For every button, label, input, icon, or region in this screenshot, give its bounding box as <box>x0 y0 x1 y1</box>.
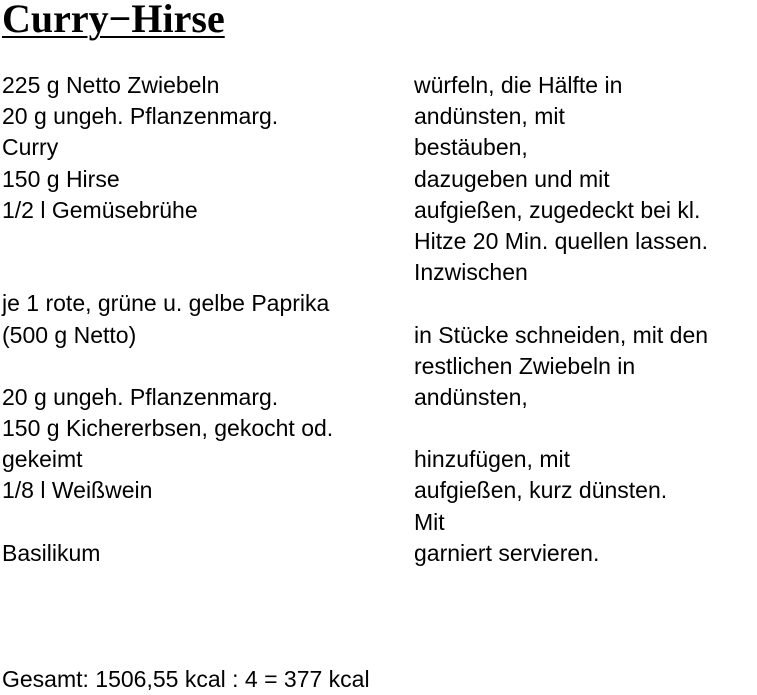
recipe-row <box>2 320 757 351</box>
ingredient-text: 150 g Hirse <box>2 165 120 192</box>
recipe-row <box>2 413 757 444</box>
ingredient-text: 225 g Netto Zwiebeln <box>2 72 220 98</box>
ingredient-text: 20 g ungeh. Pflanzenmarg. <box>2 383 279 410</box>
ingredient-text: 1/8 l Weißwein <box>2 477 153 504</box>
recipe-row <box>2 444 757 475</box>
recipe-row <box>2 507 757 538</box>
recipe-row <box>2 538 757 569</box>
ingredient-text: 20 g ungeh. Pflanzenmarg. <box>2 103 279 130</box>
ingredient-text: gekeimt <box>2 446 83 473</box>
recipe-row <box>2 382 757 413</box>
recipe-table <box>2 70 757 569</box>
step-text: in Stücke schneiden, mit den <box>414 321 709 348</box>
ingredient-text: Curry <box>2 134 59 161</box>
recipe-row <box>2 257 757 288</box>
ingredient-text: 1/2 l Gemüsebrühe <box>2 196 198 223</box>
ingredient-text: je 1 rote, grüne u. gelbe Paprika <box>2 290 330 317</box>
step-text: Mit <box>414 508 445 535</box>
calorie-total: Gesamt: 1506,55 kcal : 4 = 377 kcal <box>2 666 370 692</box>
ingredient-text: (500 g Netto) <box>2 321 137 348</box>
step-text: andünsten, mit <box>414 103 565 130</box>
recipe-row <box>2 226 757 257</box>
step-text: hinzufügen, mit <box>414 446 570 473</box>
recipe-row <box>2 351 757 382</box>
ingredient-text: 150 g Kichererbsen, gekocht od. <box>2 415 334 442</box>
step-text: Hitze 20 Min. quellen lassen. <box>414 227 709 254</box>
step-text: Inzwischen <box>414 259 528 286</box>
recipe-row <box>2 132 757 163</box>
recipe-row <box>2 164 757 195</box>
recipe-row <box>2 288 757 319</box>
step-text: andünsten, <box>414 383 528 410</box>
step-text: aufgießen, kurz dünsten. <box>414 477 668 504</box>
step-text: bestäuben, <box>414 134 528 161</box>
step-text: restlichen Zwiebeln in <box>414 352 636 379</box>
recipe-row <box>2 70 757 101</box>
step-text: dazugeben und mit <box>414 165 610 192</box>
ingredient-text: Basilikum <box>2 539 101 566</box>
recipe-title: Curry−Hirse <box>2 0 225 41</box>
recipe-row <box>2 475 757 506</box>
recipe-row <box>2 195 757 226</box>
step-text: garniert servieren. <box>414 539 600 566</box>
step-text: aufgießen, zugedeckt bei kl. <box>414 196 701 223</box>
recipe-row <box>2 101 757 132</box>
step-text: würfeln, die Hälfte in <box>414 72 623 98</box>
